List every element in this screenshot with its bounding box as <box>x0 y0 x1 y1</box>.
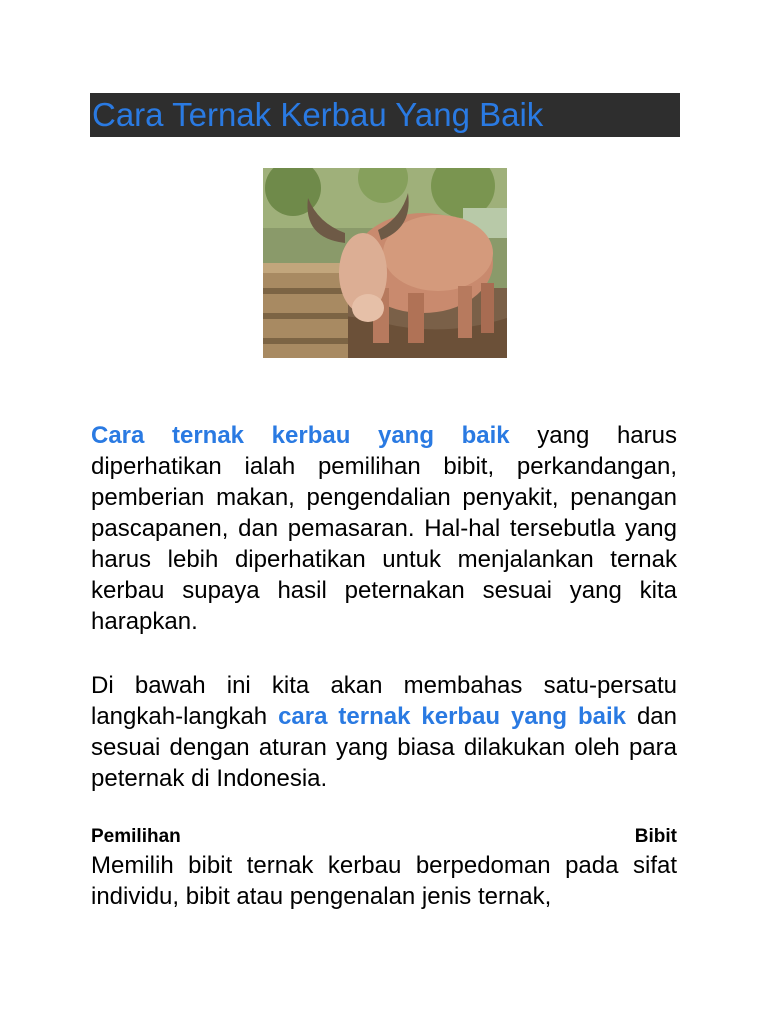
section-heading-right: Bibit <box>634 826 677 847</box>
section-heading-left: Pemilihan <box>91 826 181 847</box>
title-banner <box>90 93 680 137</box>
third-paragraph: Memilih bibit ternak kerbau berpedoman pada sifat individu, bibit atau pengenalan jenis ternak, <box>91 852 677 910</box>
buffalo-photo <box>263 168 507 358</box>
intro-text: yang harus diperhatikan ialah pemilihan bibit, perkandangan, pemberian makan, pengendalian penyakit, penangan pascapanen, dan pemasaran. Hal-hal tersebutla yang harus lebih diperhatikan untuk menjalankan ternak kerbau supaya hasil peternakan sesuai yang kita harapkan. <box>91 422 677 635</box>
highlight-keyword: cara ternak kerbau yang baik <box>278 703 626 730</box>
highlight-keyword: Cara ternak kerbau yang baik <box>91 422 510 449</box>
intro-paragraph <box>91 420 677 637</box>
second-paragraph <box>91 670 677 794</box>
second-text-after: dan sesuai dengan aturan yang biasa dilakukan oleh para peternak di Indonesia. <box>91 703 677 792</box>
second-text-before: Di bawah ini kita akan membahas satu-persatu langkah-langkah <box>91 672 677 730</box>
section-heading <box>91 825 677 849</box>
page-title: Cara Ternak Kerbau Yang Baik <box>92 96 544 133</box>
